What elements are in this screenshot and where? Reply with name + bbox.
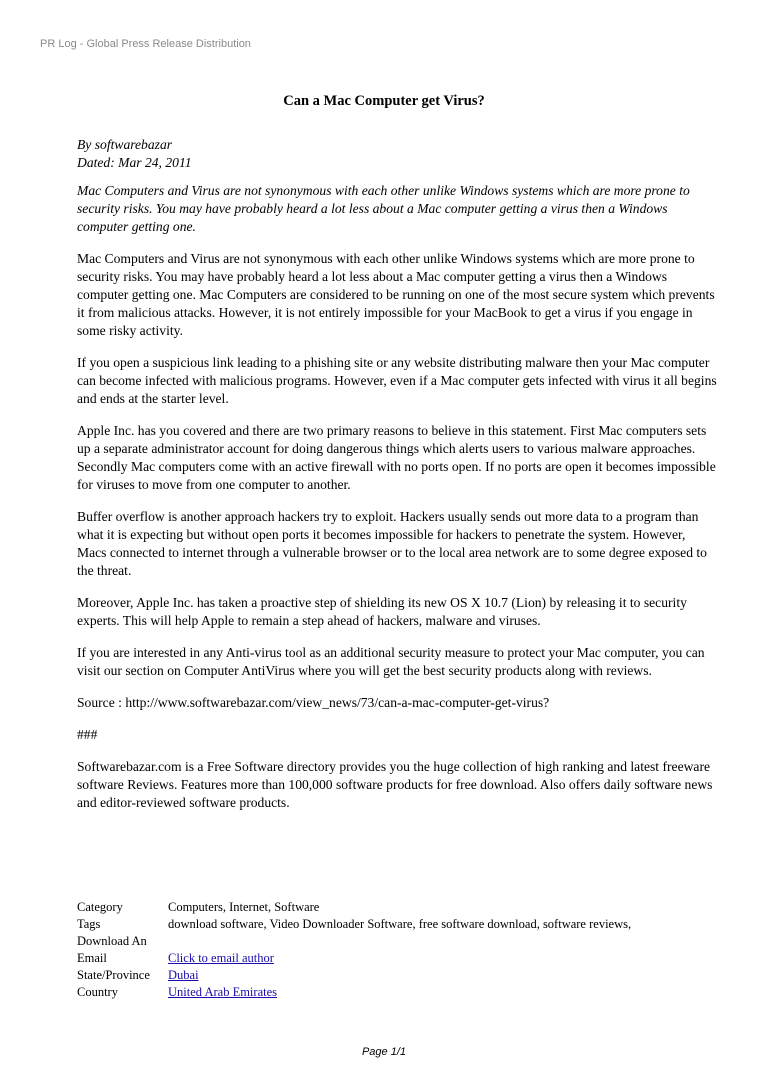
paragraph: If you open a suspicious link leading to a phishing site or any website distributing malware then your Mac computer can become infected with malicious programs. However, even if a Mac computer gets infected with virus it all begins and ends at the starter level. xyxy=(77,355,717,406)
property-value: Computers, Internet, Software xyxy=(168,900,320,914)
dated: Dated: Mar 24, 2011 xyxy=(77,155,192,170)
property-row xyxy=(77,984,717,1001)
property-label: Email xyxy=(77,951,107,965)
about-paragraph: Softwarebazar.com is a Free Software directory provides you the huge collection of high ranking and latest freeware software Reviews. Features more than 100,000 software products for free download. Also offers daily software news and editor-reviewed software products. xyxy=(77,759,713,810)
separator-hashes: ### xyxy=(77,727,98,742)
property-row xyxy=(77,899,717,916)
property-value: download software, Video Downloader Software, free software download, software reviews, xyxy=(168,917,632,931)
paragraph: If you are interested in any Anti-virus tool as an additional security measure to protect your Mac computer, you can visit our section on Computer AntiVirus where you will get the best security products along with reviews. xyxy=(77,645,705,678)
property-value xyxy=(168,950,717,967)
page-number: Page 1/1 xyxy=(361,1046,407,1058)
property-row xyxy=(77,933,717,950)
property-row xyxy=(77,950,717,967)
property-label: State/Province xyxy=(77,968,150,982)
lead-paragraph: Mac Computers and Virus are not synonymous with each other unlike Windows systems which are more prone to security risks. You may have probably heard a lot less about a Mac computer getting a virus then a Windows computer getting one. xyxy=(77,183,690,234)
paragraph: Mac Computers and Virus are not synonymous with each other unlike Windows systems which are more prone to security risks. You may have probably heard a lot less about a Mac computer getting a virus then a Windows computer getting one. Mac Computers are considered to be running on one of the most secure system which prevents it from malicious attacks. However, it is not entirely impossible for your MacBook to get a virus if you engage in some risky activity. xyxy=(77,251,715,338)
paragraph: Buffer overflow is another approach hackers try to exploit. Hackers usually sends out more data to a program than what it is expecting but without open ports it becomes impossible for hackers to penetrate the system. However, Macs connected to internet through a vulnerable browser or to the local area network are to some degree exposed to the threat. xyxy=(77,509,707,578)
paragraph: Moreover, Apple Inc. has taken a proactive step of shielding its new OS X 10.7 (Lion) by releasing it to security experts. This will help Apple to remain a step ahead of hackers, malware and viruses. xyxy=(77,595,687,628)
header-source: PR Log - Global Press Release Distribution xyxy=(40,38,251,50)
properties-table xyxy=(77,899,717,1001)
email-author-link[interactable]: Click to email author xyxy=(168,951,274,965)
property-row xyxy=(77,916,717,933)
paragraph: Apple Inc. has you covered and there are two primary reasons to believe in this statement. First Mac computers sets up a separate administrator account for doing dangerous things which alerts users to various malware approaches. Secondly Mac computers come with an active firewall with no ports open. If no ports are open it becomes impossible for viruses to move from one computer to another. xyxy=(77,423,716,492)
property-value xyxy=(168,967,717,984)
property-label: Category xyxy=(77,900,123,914)
byline: By softwarebazar xyxy=(77,137,173,152)
property-value xyxy=(168,933,717,950)
article-body xyxy=(77,136,717,812)
property-label: Country xyxy=(77,985,118,999)
source-line: Source : http://www.softwarebazar.com/view_news/73/can-a-mac-computer-get-virus? xyxy=(77,695,550,710)
state-link[interactable]: Dubai xyxy=(168,968,199,982)
property-label: Tags xyxy=(77,917,101,931)
article-title: Can a Mac Computer get Virus? xyxy=(283,93,485,109)
property-value xyxy=(168,984,717,1001)
property-label: Download An xyxy=(77,934,147,948)
country-link[interactable]: United Arab Emirates xyxy=(168,985,277,999)
property-row xyxy=(77,967,717,984)
